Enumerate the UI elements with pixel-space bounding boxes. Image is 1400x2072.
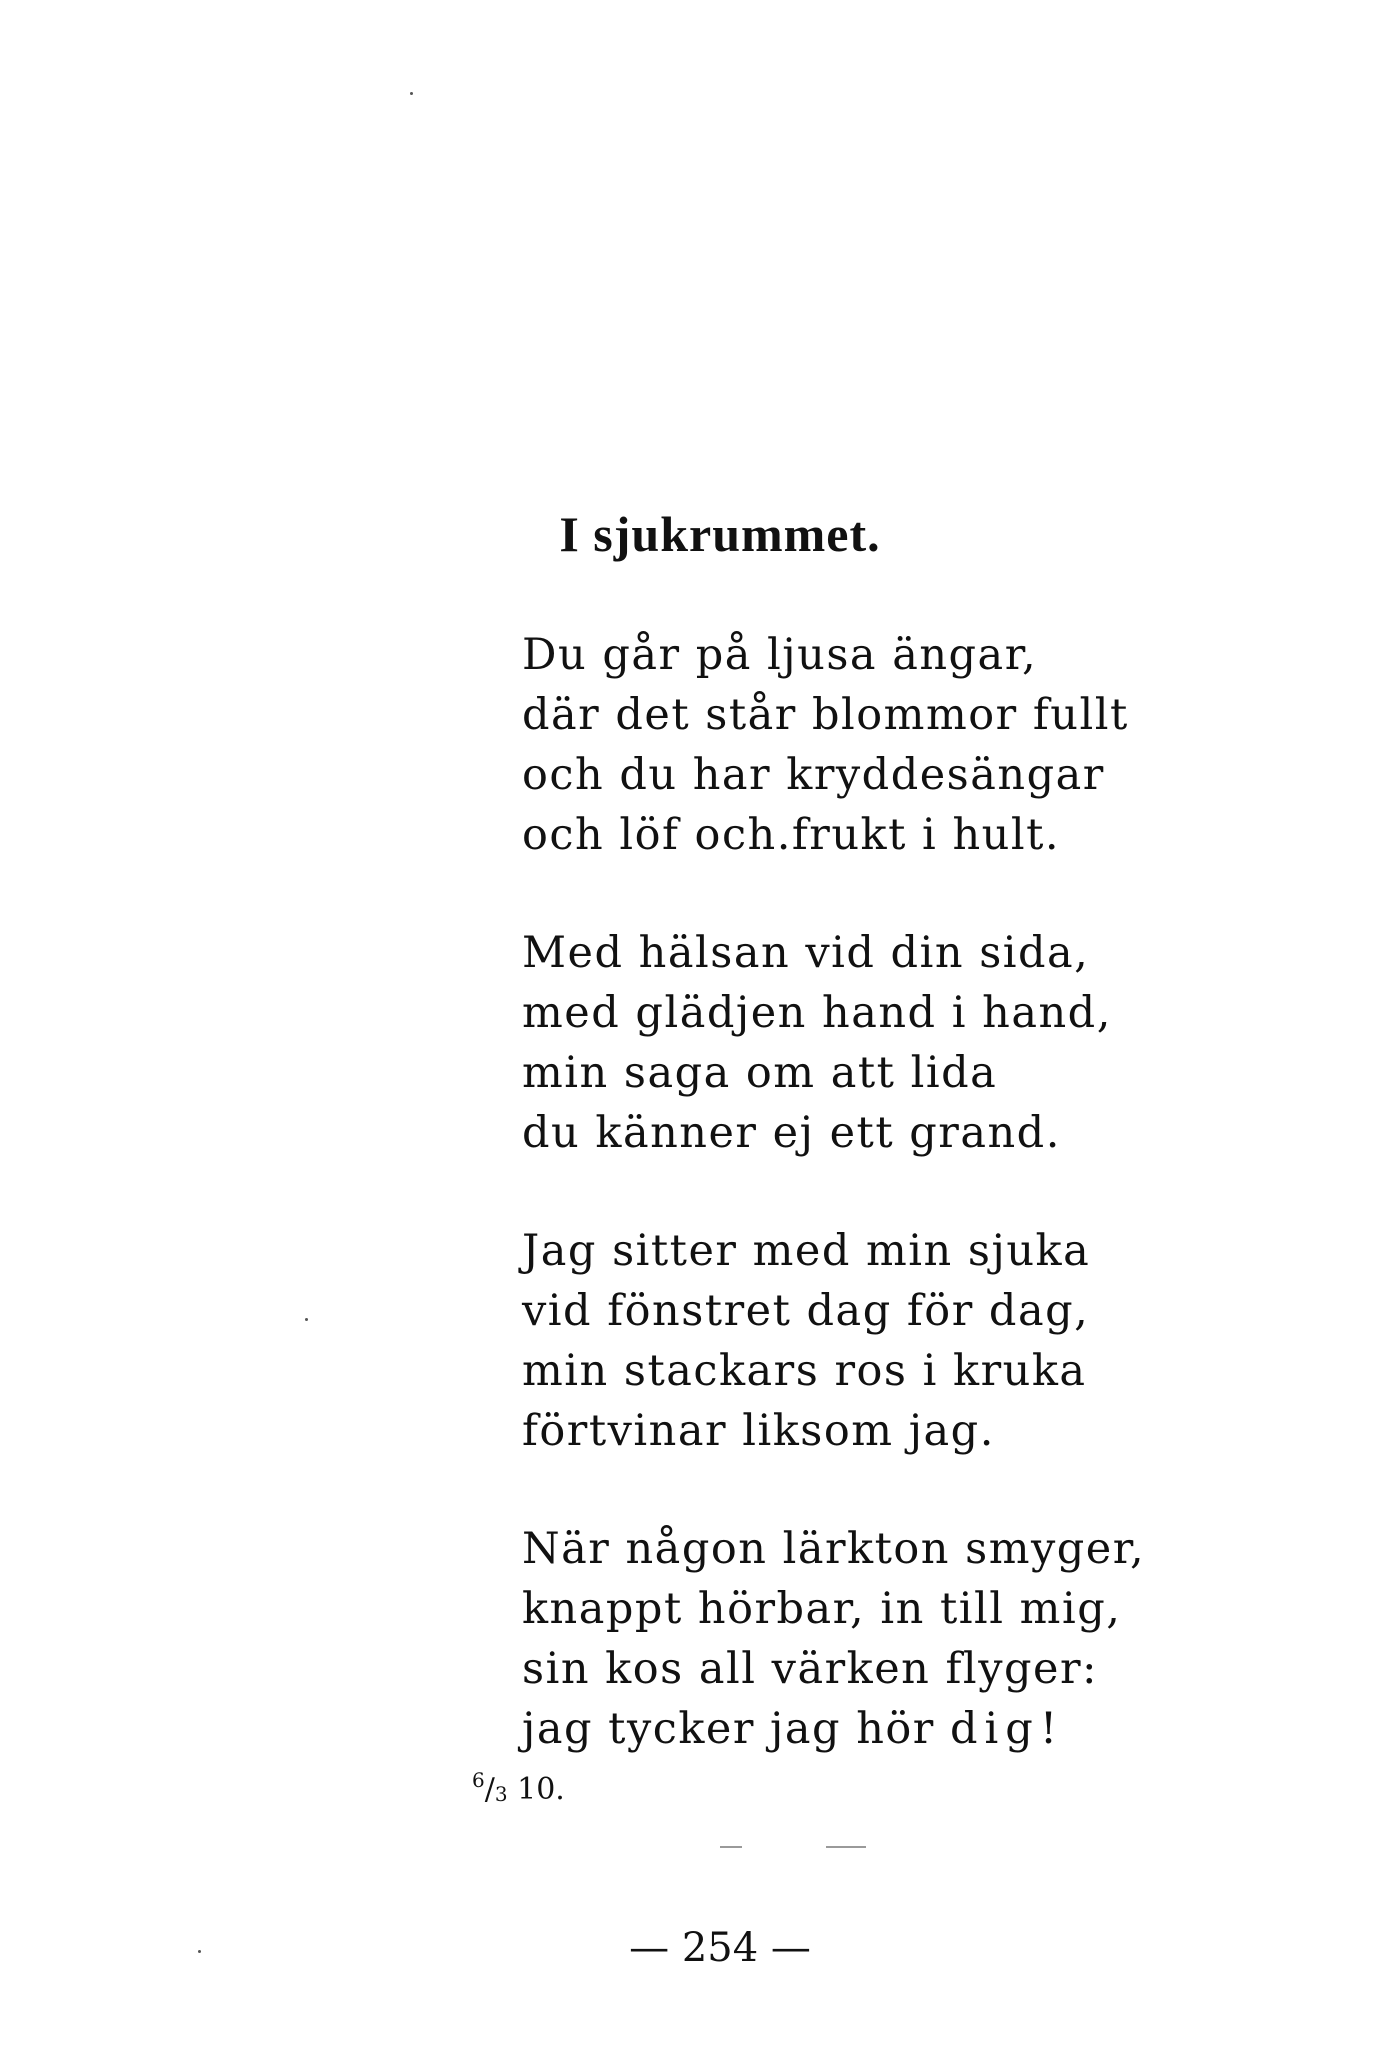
poem-line: sin kos all värken flyger: xyxy=(522,1644,1098,1694)
poem-line-final xyxy=(522,1699,1282,1759)
poem-line: du känner ej ett grand. xyxy=(522,1108,1061,1158)
poem-line: min stackars ros i kruka xyxy=(522,1346,1087,1396)
poem-line: och löf och.frukt i hult. xyxy=(522,810,1061,860)
poem-line: min saga om att lida xyxy=(522,1048,998,1098)
faint-rule-mark xyxy=(720,1846,742,1848)
print-speck xyxy=(305,1318,308,1321)
poem-line: Med hälsan vid din sida, xyxy=(522,928,1090,978)
poem-line-final-emphasis: dig! xyxy=(950,1704,1065,1754)
stanza-2 xyxy=(522,923,1282,1163)
stanza-4 xyxy=(522,1519,1282,1759)
date-month: 3 xyxy=(494,1782,508,1806)
poem-body xyxy=(522,625,1282,1817)
poem-line: Du går på ljusa ängar, xyxy=(522,630,1038,680)
poem-line: med glädjen hand i hand, xyxy=(522,988,1112,1038)
date-day: 6 xyxy=(472,1768,485,1792)
poem-line: Jag sitter med min sjuka xyxy=(522,1226,1091,1276)
date-year: 10. xyxy=(517,1772,565,1807)
poem-line-final-start: jag tycker jag hör xyxy=(522,1704,935,1754)
stanza-1 xyxy=(522,625,1282,865)
poem-line: där det står blommor fullt xyxy=(522,690,1129,740)
stanza-3 xyxy=(522,1221,1282,1461)
poem-line: knappt hörbar, in till mig, xyxy=(522,1584,1122,1634)
print-speck xyxy=(198,1950,201,1953)
poem-line: förtvinar liksom jag. xyxy=(522,1406,995,1456)
page-number: — 254 — xyxy=(629,1925,811,1971)
faint-rule-mark xyxy=(826,1846,866,1848)
poem-line: och du har kryddesängar xyxy=(522,750,1105,800)
poem-line: vid fönstret dag för dag, xyxy=(522,1286,1090,1336)
poem-title: I sjukrummet. xyxy=(559,506,881,562)
poem-line: När någon lärkton smyger, xyxy=(522,1524,1146,1574)
print-speck xyxy=(410,92,413,95)
poem-date: $^6/_3$ 10. xyxy=(472,1768,565,1807)
